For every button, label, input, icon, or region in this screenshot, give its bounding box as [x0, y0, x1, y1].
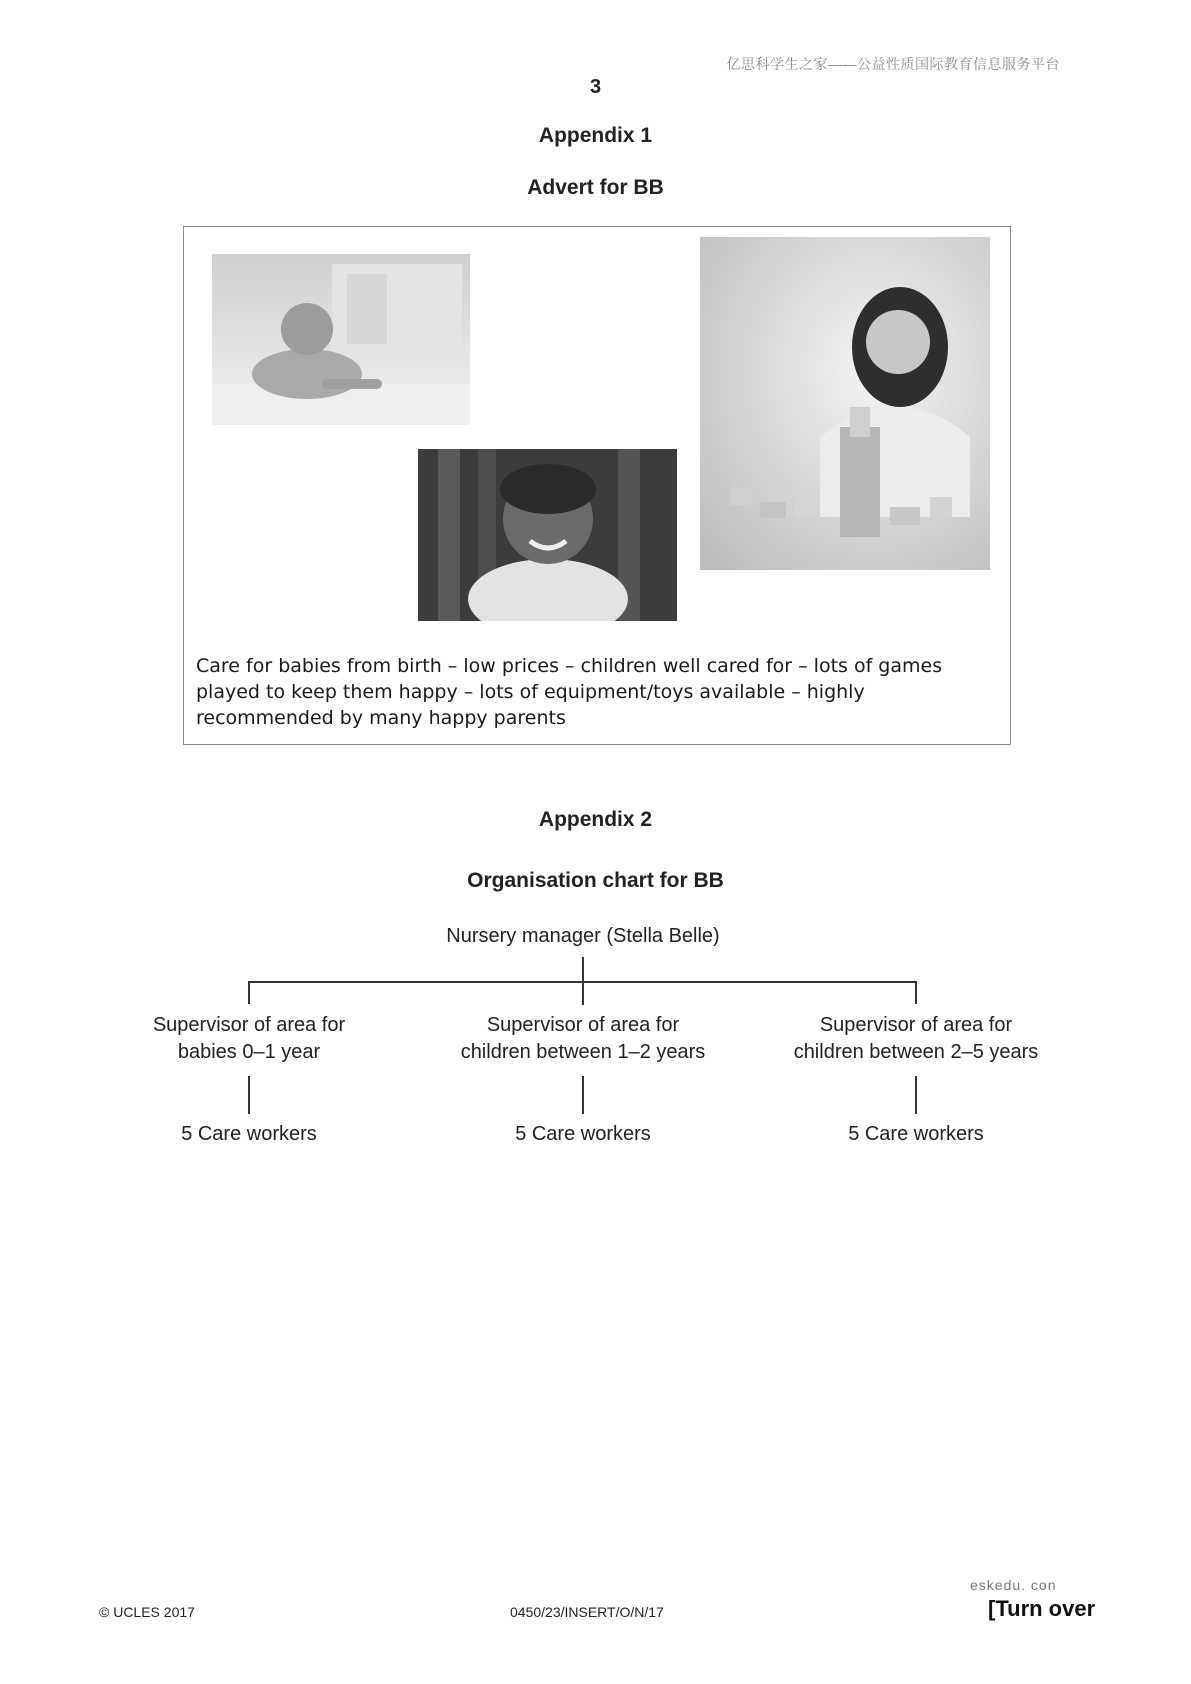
advert-box: [183, 226, 1011, 745]
appendix2-subtitle: Organisation chart for BB: [467, 869, 724, 892]
advert-text: Care for babies from birth – low prices – children well cared for – lots of games played to keep them happy – lots of equipment/toys available – highly recommended by many happy parents: [196, 655, 943, 729]
appendix1-subtitle: Advert for BB: [527, 176, 664, 199]
supervisor-line1: Supervisor of area for: [152, 1014, 346, 1036]
org-connector-horizontal: [248, 981, 917, 983]
org-supervisor-babies: [99, 1012, 399, 1066]
org-connector-branch3: [915, 1076, 917, 1114]
girl-blocks-photo: [700, 237, 990, 570]
footer-code: 0450/23/INSERT/O/N/17: [510, 1604, 664, 1620]
org-connector-right: [915, 981, 917, 1004]
supervisor-line2: children between 1–2 years: [460, 1041, 706, 1063]
appendix2-title: Appendix 2: [538, 808, 653, 831]
org-workers-babies: 5 Care workers: [181, 1123, 317, 1145]
org-connector-left: [248, 981, 250, 1004]
org-workers-2-5-years: 5 Care workers: [848, 1123, 984, 1145]
org-supervisor-2-5-years: [766, 1012, 1066, 1066]
supervisor-line1: Supervisor of area for: [819, 1014, 1013, 1036]
supervisor-line2: babies 0–1 year: [177, 1041, 321, 1063]
watermark-top: 亿思科学生之家——公益性质国际教育信息服务平台: [726, 56, 1060, 72]
footer-copyright: © UCLES 2017: [99, 1604, 195, 1620]
watermark-bottom: eskedu. con: [970, 1577, 1057, 1593]
org-supervisor-1-2-years: [433, 1012, 733, 1066]
baby-crawling-photo: [212, 254, 470, 425]
supervisor-line1: Supervisor of area for: [486, 1014, 680, 1036]
page-number: 3: [589, 76, 602, 98]
org-top-manager: Nursery manager (Stella Belle): [446, 925, 720, 947]
appendix1-title: Appendix 1: [538, 124, 653, 147]
turn-over: [Turn over: [988, 1596, 1096, 1621]
org-connector-branch2: [582, 1076, 584, 1114]
org-connector-branch1: [248, 1076, 250, 1114]
org-workers-1-2-years: 5 Care workers: [515, 1123, 651, 1145]
toddler-smiling-photo: [418, 449, 677, 621]
supervisor-line2: children between 2–5 years: [793, 1041, 1039, 1063]
